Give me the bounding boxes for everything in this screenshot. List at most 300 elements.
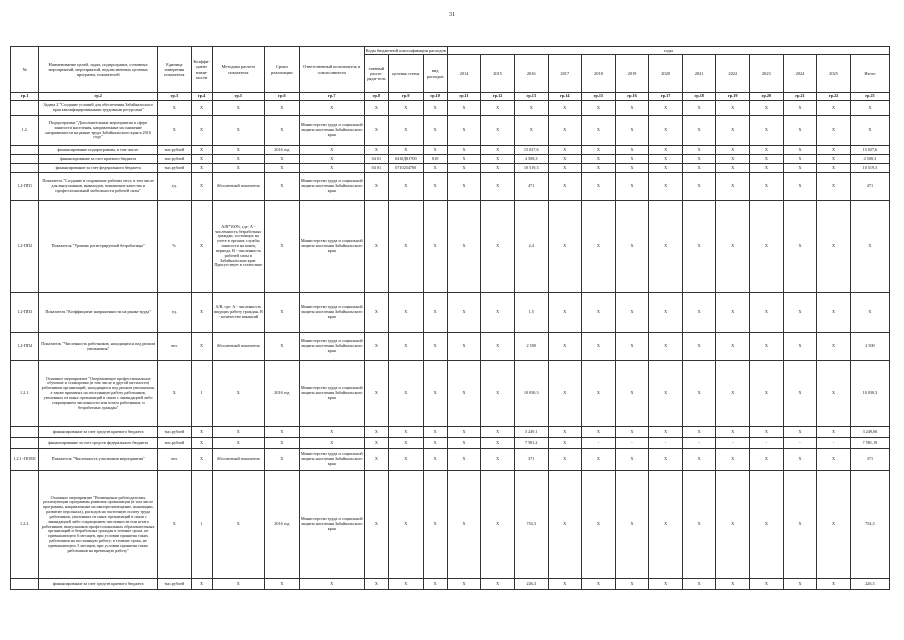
cell: X <box>750 333 784 361</box>
cell: - <box>649 438 683 449</box>
cell: X <box>423 146 447 155</box>
cell: X <box>548 471 582 579</box>
cell: X <box>682 155 716 164</box>
cell: X <box>783 579 817 590</box>
cell: X <box>299 155 364 164</box>
table-row <box>11 471 890 579</box>
cell: X <box>783 471 817 579</box>
cell: X <box>191 173 212 201</box>
cell: X <box>615 333 649 361</box>
row-number <box>11 579 39 590</box>
cell: X <box>447 146 481 155</box>
table-row <box>11 201 890 293</box>
cell: 226,3 <box>850 579 889 590</box>
cell: 2 500 <box>514 333 548 361</box>
cell: X <box>582 201 616 293</box>
cell: Министерство труда и социальной защиты населения Забайкальского края <box>299 293 364 333</box>
cell: X <box>388 471 423 579</box>
cell: X <box>481 293 515 333</box>
cell: 2016 год <box>265 146 300 155</box>
cell: X <box>817 361 851 427</box>
row-number <box>11 164 39 173</box>
column-number: гр.15 <box>582 93 616 101</box>
cell: X <box>750 173 784 201</box>
cell: X <box>548 293 582 333</box>
cell: Министерство труда и социальной защиты населения Забайкальского края <box>299 471 364 579</box>
cell: X <box>388 293 423 333</box>
table-row <box>11 146 890 155</box>
cell: X <box>649 164 683 173</box>
cell: X <box>682 449 716 471</box>
cell: X <box>265 427 300 438</box>
cell: - <box>783 438 817 449</box>
cell: X <box>481 201 515 293</box>
cell: 1 <box>191 471 212 579</box>
cell: чел. <box>157 333 191 361</box>
cell: X <box>265 201 300 293</box>
cell: X <box>299 146 364 155</box>
col-unit: Единица измерения показателя <box>157 47 191 93</box>
cell: X <box>750 449 784 471</box>
cell: X <box>265 333 300 361</box>
cell: X <box>364 449 388 471</box>
column-number: гр.7 <box>299 93 364 101</box>
cell: X <box>212 427 264 438</box>
cell: X <box>481 471 515 579</box>
cell: X <box>481 101 515 116</box>
column-number: гр.6 <box>265 93 300 101</box>
cell: X <box>783 333 817 361</box>
cell: X <box>682 471 716 579</box>
cell: X <box>212 471 264 579</box>
cell: X <box>750 361 784 427</box>
cell: X <box>649 101 683 116</box>
table-row <box>11 427 890 438</box>
cell: X <box>364 471 388 579</box>
cell: X <box>447 101 481 116</box>
cell: Министерство труда и социальной защиты населения Забайкальского края <box>299 201 364 293</box>
cell: X <box>548 579 582 590</box>
col-bcc-section: целевая статья <box>388 55 423 93</box>
row-name: Подпрограмма "Дополнительные мероприятия в сфере занятости населения, направленные на снижение напряженности на рынке труда Забайкальского края в 2016 году" <box>39 116 158 146</box>
column-number: гр.21 <box>783 93 817 101</box>
cell: X <box>548 155 582 164</box>
page-number: 31 <box>449 12 455 18</box>
column-number: гр.19 <box>716 93 750 101</box>
cell: X <box>649 293 683 333</box>
cell: X <box>682 146 716 155</box>
cell: Министерство труда и социальной защиты населения Забайкальского края <box>299 173 364 201</box>
cell: 0410Д81700 <box>388 155 423 164</box>
cell: X <box>750 293 784 333</box>
cell: X <box>615 579 649 590</box>
cell: X <box>682 173 716 201</box>
cell: X <box>212 155 264 164</box>
cell: X <box>299 164 364 173</box>
column-number: гр.17 <box>649 93 683 101</box>
cell: X <box>716 173 750 201</box>
cell: X <box>783 164 817 173</box>
col-resp: Ответственный исполнитель и соисполнители <box>299 47 364 93</box>
cell: X <box>447 579 481 590</box>
cell: X <box>265 101 300 116</box>
col-year: 2015 <box>481 55 515 93</box>
cell: X <box>582 155 616 164</box>
cell: X <box>615 449 649 471</box>
cell: X <box>447 471 481 579</box>
col-years-group: годы <box>447 47 889 55</box>
cell: тыс.рублей <box>157 438 191 449</box>
row-name: Задача 2 "Создание условий для обеспечения Забайкальского края квалифицированными трудовыми ресурсами" <box>39 101 158 116</box>
cell: X <box>783 293 817 333</box>
cell: X <box>212 579 264 590</box>
cell: X <box>615 146 649 155</box>
row-number: 1.2-ПП2 <box>11 201 39 293</box>
cell: А/В, где: А - численность ищущих работу граждан, В - количество вакансий <box>212 293 264 333</box>
cell: X <box>649 449 683 471</box>
cell: X <box>191 101 212 116</box>
cell: - <box>716 438 750 449</box>
cell: X <box>649 333 683 361</box>
cell: 10 030,3 <box>850 361 889 427</box>
cell: X <box>481 361 515 427</box>
cell: X <box>716 449 750 471</box>
row-name: финансирование подпрограммы, в том числе: <box>39 146 158 155</box>
col-bcc-main: главный распо-ряди-тель <box>364 55 388 93</box>
col-year: 2023 <box>750 55 784 93</box>
cell: Министерство труда и социальной защиты населения Забайкальского края <box>299 361 364 427</box>
cell: X <box>582 101 616 116</box>
table-row <box>11 155 890 164</box>
cell: X <box>514 116 548 146</box>
cell: Абсолютный показатель <box>212 449 264 471</box>
row-number: 1.2.1.-ПОМ1 <box>11 449 39 471</box>
column-number: гр.4 <box>191 93 212 101</box>
cell: Абсолютный показатель <box>212 173 264 201</box>
cell: X <box>548 116 582 146</box>
cell: X <box>447 438 481 449</box>
col-year: 2022 <box>716 55 750 93</box>
cell: 0710254700 <box>388 164 423 173</box>
cell: 10 519,3 <box>850 164 889 173</box>
row-number: 1.2. <box>11 116 39 146</box>
cell: X <box>548 201 582 293</box>
cell: X <box>615 361 649 427</box>
cell: 1,5 <box>514 293 548 333</box>
column-number: гр.3 <box>157 93 191 101</box>
cell: X <box>191 155 212 164</box>
cell: X <box>682 164 716 173</box>
cell: X <box>850 293 889 333</box>
cell: X <box>649 155 683 164</box>
cell: X <box>582 449 616 471</box>
cell: X <box>191 427 212 438</box>
cell: X <box>783 173 817 201</box>
cell: X <box>850 201 889 293</box>
cell: X <box>850 116 889 146</box>
column-number: гр.20 <box>750 93 784 101</box>
row-name: Показатель "Численность участников мероприятия" <box>39 449 158 471</box>
cell: X <box>191 293 212 333</box>
cell: X <box>750 471 784 579</box>
cell: 15 027,6 <box>514 146 548 155</box>
cell: X <box>423 361 447 427</box>
cell: X <box>649 471 683 579</box>
cell: X <box>364 101 388 116</box>
cell: X <box>388 173 423 201</box>
column-number: гр.11 <box>447 93 481 101</box>
cell: X <box>649 361 683 427</box>
col-year: 2020 <box>649 55 683 93</box>
cell: X <box>750 164 784 173</box>
cell: X <box>423 164 447 173</box>
cell: Министерство труда и социальной защиты населения Забайкальского края <box>299 116 364 146</box>
cell: X <box>682 579 716 590</box>
row-name: Показатель "Коэффициент напряженности на рынке труда" <box>39 293 158 333</box>
cell: X <box>481 438 515 449</box>
cell: X <box>423 293 447 333</box>
cell: X <box>716 116 750 146</box>
cell: X <box>212 438 264 449</box>
col-bcc-group: Коды бюджетной классификации расходов <box>365 47 446 53</box>
cell: X <box>649 201 683 293</box>
cell: X <box>615 427 649 438</box>
table-row <box>11 293 890 333</box>
cell: тыс.рублей <box>157 579 191 590</box>
cell: X <box>447 201 481 293</box>
cell: X <box>447 173 481 201</box>
cell: 754,3 <box>850 471 889 579</box>
cell: X <box>388 146 423 155</box>
table-row <box>11 449 890 471</box>
cell: X <box>615 101 649 116</box>
cell: 754,3 <box>514 471 548 579</box>
cell: X <box>682 293 716 333</box>
column-number: гр.12 <box>481 93 515 101</box>
cell: X <box>299 427 364 438</box>
row-number <box>11 438 39 449</box>
cell: X <box>265 164 300 173</box>
cell: 3 249,1 <box>514 427 548 438</box>
cell: X <box>364 361 388 427</box>
row-number <box>11 101 39 116</box>
cell: X <box>299 579 364 590</box>
cell: тыс.рублей <box>157 146 191 155</box>
cell: X <box>423 173 447 201</box>
row-number: 1.2.1. <box>11 361 39 427</box>
column-number: гр.2 <box>39 93 158 101</box>
cell: X <box>191 116 212 146</box>
row-number <box>11 146 39 155</box>
cell: 15 027,6 <box>850 146 889 155</box>
cell: тыс.рублей <box>157 164 191 173</box>
cell: X <box>649 116 683 146</box>
cell: Министерство труда и социальной защиты населения Забайкальского края <box>299 449 364 471</box>
cell: X <box>716 101 750 116</box>
cell: X <box>817 146 851 155</box>
cell: X <box>582 116 616 146</box>
cell: ед. <box>157 173 191 201</box>
cell: X <box>682 116 716 146</box>
cell: X <box>212 164 264 173</box>
col-term: Сроки реализации <box>265 47 300 93</box>
cell: X <box>191 333 212 361</box>
cell: X <box>783 427 817 438</box>
cell: - <box>682 438 716 449</box>
cell: X <box>423 333 447 361</box>
cell: X <box>615 293 649 333</box>
cell: X <box>388 427 423 438</box>
cell: X <box>481 449 515 471</box>
cell: X <box>750 579 784 590</box>
cell: X <box>615 116 649 146</box>
cell: 7 581,2 <box>514 438 548 449</box>
cell: X <box>649 579 683 590</box>
column-number: гр.16 <box>615 93 649 101</box>
cell: X <box>191 164 212 173</box>
cell: X <box>212 101 264 116</box>
cell: X <box>212 116 264 146</box>
column-number: гр.9 <box>388 93 423 101</box>
col-year: 2016 <box>514 55 548 93</box>
cell: X <box>750 116 784 146</box>
cell: X <box>514 101 548 116</box>
row-number: 1.2-ПП4 <box>11 333 39 361</box>
cell: X <box>783 101 817 116</box>
cell: X <box>265 155 300 164</box>
cell: Абсолютный показатель <box>212 333 264 361</box>
cell: X <box>364 293 388 333</box>
cell: X <box>817 449 851 471</box>
cell: X <box>364 333 388 361</box>
cell: X <box>582 427 616 438</box>
col-method: Методика расчета показателя <box>212 47 264 93</box>
cell: X <box>212 146 264 155</box>
cell: X <box>299 101 364 116</box>
col-total: Итого <box>850 55 889 93</box>
cell: X <box>682 361 716 427</box>
cell: X <box>582 293 616 333</box>
cell: Министерство труда и социальной защиты населения Забайкальского края <box>299 333 364 361</box>
cell: X <box>191 438 212 449</box>
cell: X <box>783 201 817 293</box>
cell: X <box>423 201 447 293</box>
cell: X <box>423 438 447 449</box>
cell: X <box>388 201 423 293</box>
cell: X <box>388 579 423 590</box>
row-name: финансирование за счет краевого бюджета <box>39 155 158 164</box>
cell: X <box>423 101 447 116</box>
cell: X <box>615 164 649 173</box>
col-coef: Коэффи-циент значи-мости <box>191 47 212 93</box>
table-row <box>11 173 890 201</box>
cell: X <box>548 146 582 155</box>
table-header <box>11 47 890 101</box>
col-year: 2019 <box>615 55 649 93</box>
cell: X <box>447 155 481 164</box>
cell: чел. <box>157 449 191 471</box>
table-row <box>11 361 890 427</box>
cell: X <box>447 333 481 361</box>
cell: ед. <box>157 293 191 333</box>
cell: X <box>364 201 388 293</box>
cell: 10 030,3 <box>514 361 548 427</box>
cell: X <box>682 101 716 116</box>
cell: X <box>750 201 784 293</box>
cell: X <box>364 116 388 146</box>
cell: X <box>548 361 582 427</box>
cell: X <box>212 361 264 427</box>
cell: X <box>716 164 750 173</box>
cell: X <box>157 101 191 116</box>
col-year: 2017 <box>548 55 582 93</box>
cell: X <box>750 101 784 116</box>
cell: X <box>481 164 515 173</box>
cell: X <box>157 116 191 146</box>
cell: X <box>582 471 616 579</box>
cell: X <box>364 579 388 590</box>
cell: X <box>388 116 423 146</box>
cell: X <box>191 146 212 155</box>
cell: X <box>388 333 423 361</box>
column-number: гр.8 <box>364 93 388 101</box>
cell: X <box>817 471 851 579</box>
table-row <box>11 333 890 361</box>
cell: X <box>783 146 817 155</box>
column-number: гр.22 <box>817 93 851 101</box>
cell: X <box>191 449 212 471</box>
cell: X <box>157 471 191 579</box>
row-number: 1.2-ПП1 <box>11 173 39 201</box>
cell: X <box>649 173 683 201</box>
cell: X <box>388 361 423 427</box>
col-year: 2014 <box>447 55 481 93</box>
cell: X <box>582 173 616 201</box>
cell: X <box>548 173 582 201</box>
cell: X <box>364 146 388 155</box>
cell: - <box>817 438 851 449</box>
col-no: № <box>11 47 39 93</box>
column-number: гр.13 <box>514 93 548 101</box>
col-year: 2018 <box>582 55 616 93</box>
cell: X <box>423 579 447 590</box>
cell: X <box>447 293 481 333</box>
cell: 471 <box>514 173 548 201</box>
cell: X <box>716 201 750 293</box>
table-row <box>11 116 890 146</box>
cell: 3 249,06 <box>850 427 889 438</box>
column-number: гр.5 <box>212 93 264 101</box>
table-body <box>11 101 890 590</box>
cell: X <box>548 449 582 471</box>
column-number: гр.1 <box>11 93 39 101</box>
col-year: 2024 <box>783 55 817 93</box>
cell: X <box>548 101 582 116</box>
cell: X <box>783 361 817 427</box>
cell: X <box>388 101 423 116</box>
row-number: 1.2-ПП3 <box>11 293 39 333</box>
cell: X <box>682 427 716 438</box>
row-name: финансирование за счет федерального бюджета <box>39 164 158 173</box>
cell: 371 <box>850 449 889 471</box>
cell: X <box>191 579 212 590</box>
cell: X <box>364 173 388 201</box>
cell: 04 01 <box>364 164 388 173</box>
table-row <box>11 438 890 449</box>
cell: X <box>481 116 515 146</box>
cell: X <box>615 155 649 164</box>
cell: X <box>817 201 851 293</box>
